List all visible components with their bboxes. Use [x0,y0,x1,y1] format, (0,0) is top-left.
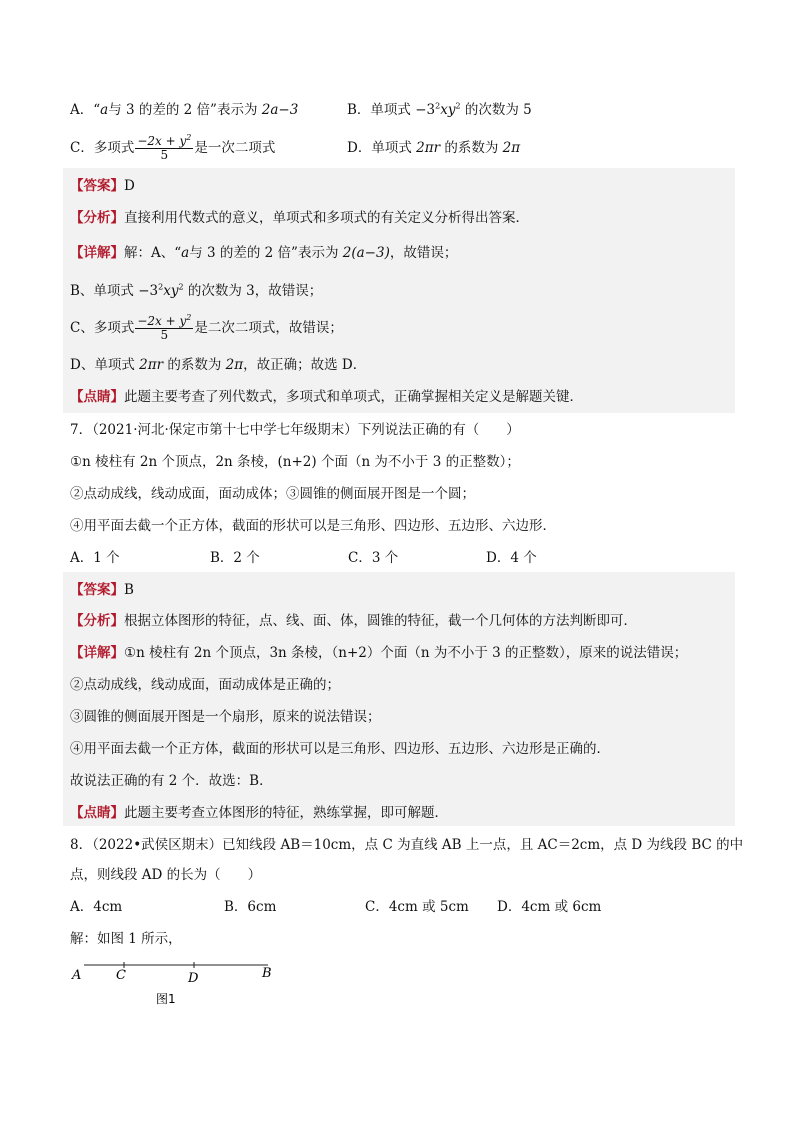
q7-analysis: 【分析】根据立体图形的特征，点、线、面、体，圆锥的特征，截一个几何体的方法判断即可． [70,613,637,629]
q7-statement-2: ②点动成线，线动成面，面动成体；③圆锥的侧面展开图是一个圆； [70,486,475,502]
q6-detail-b: B、单项式 $-3^2xy^2$ 的次数为 3，故错误； [70,282,323,299]
q8-stem-line-2: 点，则线段 AD 的长为（ ） [70,867,262,883]
q6-detail-c: C、多项式 $\frac{-2x + y^2}{5}$ 是二次二项式，故错误； [70,313,343,342]
q7-option-a: A．1 个 [70,550,120,566]
q6-option-a: A．“a与 3 的差的 2 倍”表示为 2a−3 [70,102,299,118]
q8-option-a: A．4cm [70,899,123,915]
q7-option-d: D．4 个 [486,550,537,566]
label-c: C [116,968,126,983]
figure-1-segment [70,955,280,1015]
label-d: D [188,971,199,986]
q7-option-b: B．2 个 [210,550,260,566]
q7-detail-5: 故说法正确的有 2 个．故选：B． [70,773,273,789]
q8-option-c: C．4cm 或 5cm [365,899,469,915]
q8-solution: 解：如图 1 所示， [70,931,182,947]
q6-detail-d: D、单项式 2πr 的系数为 2π，故正确；故选 D． [70,357,367,373]
q7-option-c: C．3 个 [348,550,399,566]
q7-detail-3: ③圆锥的侧面展开图是一个扇形，原来的说法错误； [70,709,381,725]
q7-stem: 7．（2021·河北·保定市第十七中学七年级期末）下列说法正确的有（ ） [70,422,520,438]
q6-option-d: D．单项式 2πr 的系数为 2π [347,140,521,156]
q6-comment: 【点睛】此题主要考查了列代数式，多项式和单项式，正确掌握相关定义是解题关键． [70,389,583,405]
q8-option-d: D．4cm 或 6cm [497,899,602,915]
q6-option-c: C．多项式 $\frac{-2x + y^2}{5}$ 是一次二项式 [70,133,276,162]
fraction: $\frac{-2x + y^2}{5}$ [137,313,192,342]
q7-statement-3: ④用平面去截一个正方体，截面的形状可以是三角形、四边形、五边形、六边形． [70,518,556,534]
q6-option-b: B．单项式 $-3^2xy^2$ 的次数为 5 [347,101,532,118]
q7-comment: 【点睛】此题主要考查立体图形的特征，熟练掌握，即可解题． [70,805,448,821]
q7-detail-4: ④用平面去截一个正方体，截面的形状可以是三角形、四边形、五边形、六边形是正确的． [70,741,610,757]
fraction: $\frac{-2x + y^2}{5}$ [137,133,192,162]
label-a: A [72,968,82,983]
q6-answer: 【答案】D [70,178,135,194]
q8-option-b: B．6cm [224,899,277,915]
q7-detail-1: 【详解】①n 棱柱有 2n 个顶点，3n 条棱，（n+2）个面（n 为不小于 3 的正整数），原来的说法错误； [70,645,688,661]
q6-detail-a: 【详解】解：A、“a与 3 的差的 2 倍”表示为 2(a−3)，故错误； [70,245,458,261]
figure-caption: 图1 [156,992,176,1006]
q6-analysis: 【分析】直接利用代数式的意义，单项式和多项式的有关定义分析得出答案． [70,210,529,226]
q8-stem-line-1: 8．（2022•武侯区期末）已知线段 AB＝10cm，点 C 为直线 AB 上一点，且 AC＝2cm，点 D 为线段 BC 的中 [70,837,744,853]
q7-statement-1: ①n 棱柱有 2n 个顶点，2n 条棱，(n+2) 个面（n 为不小于 3 的正整数）； [70,454,520,470]
label-b: B [262,966,272,981]
q7-detail-2: ②点动成线，线动成面，面动成体是正确的； [70,677,340,693]
q7-answer: 【答案】B [70,582,134,598]
